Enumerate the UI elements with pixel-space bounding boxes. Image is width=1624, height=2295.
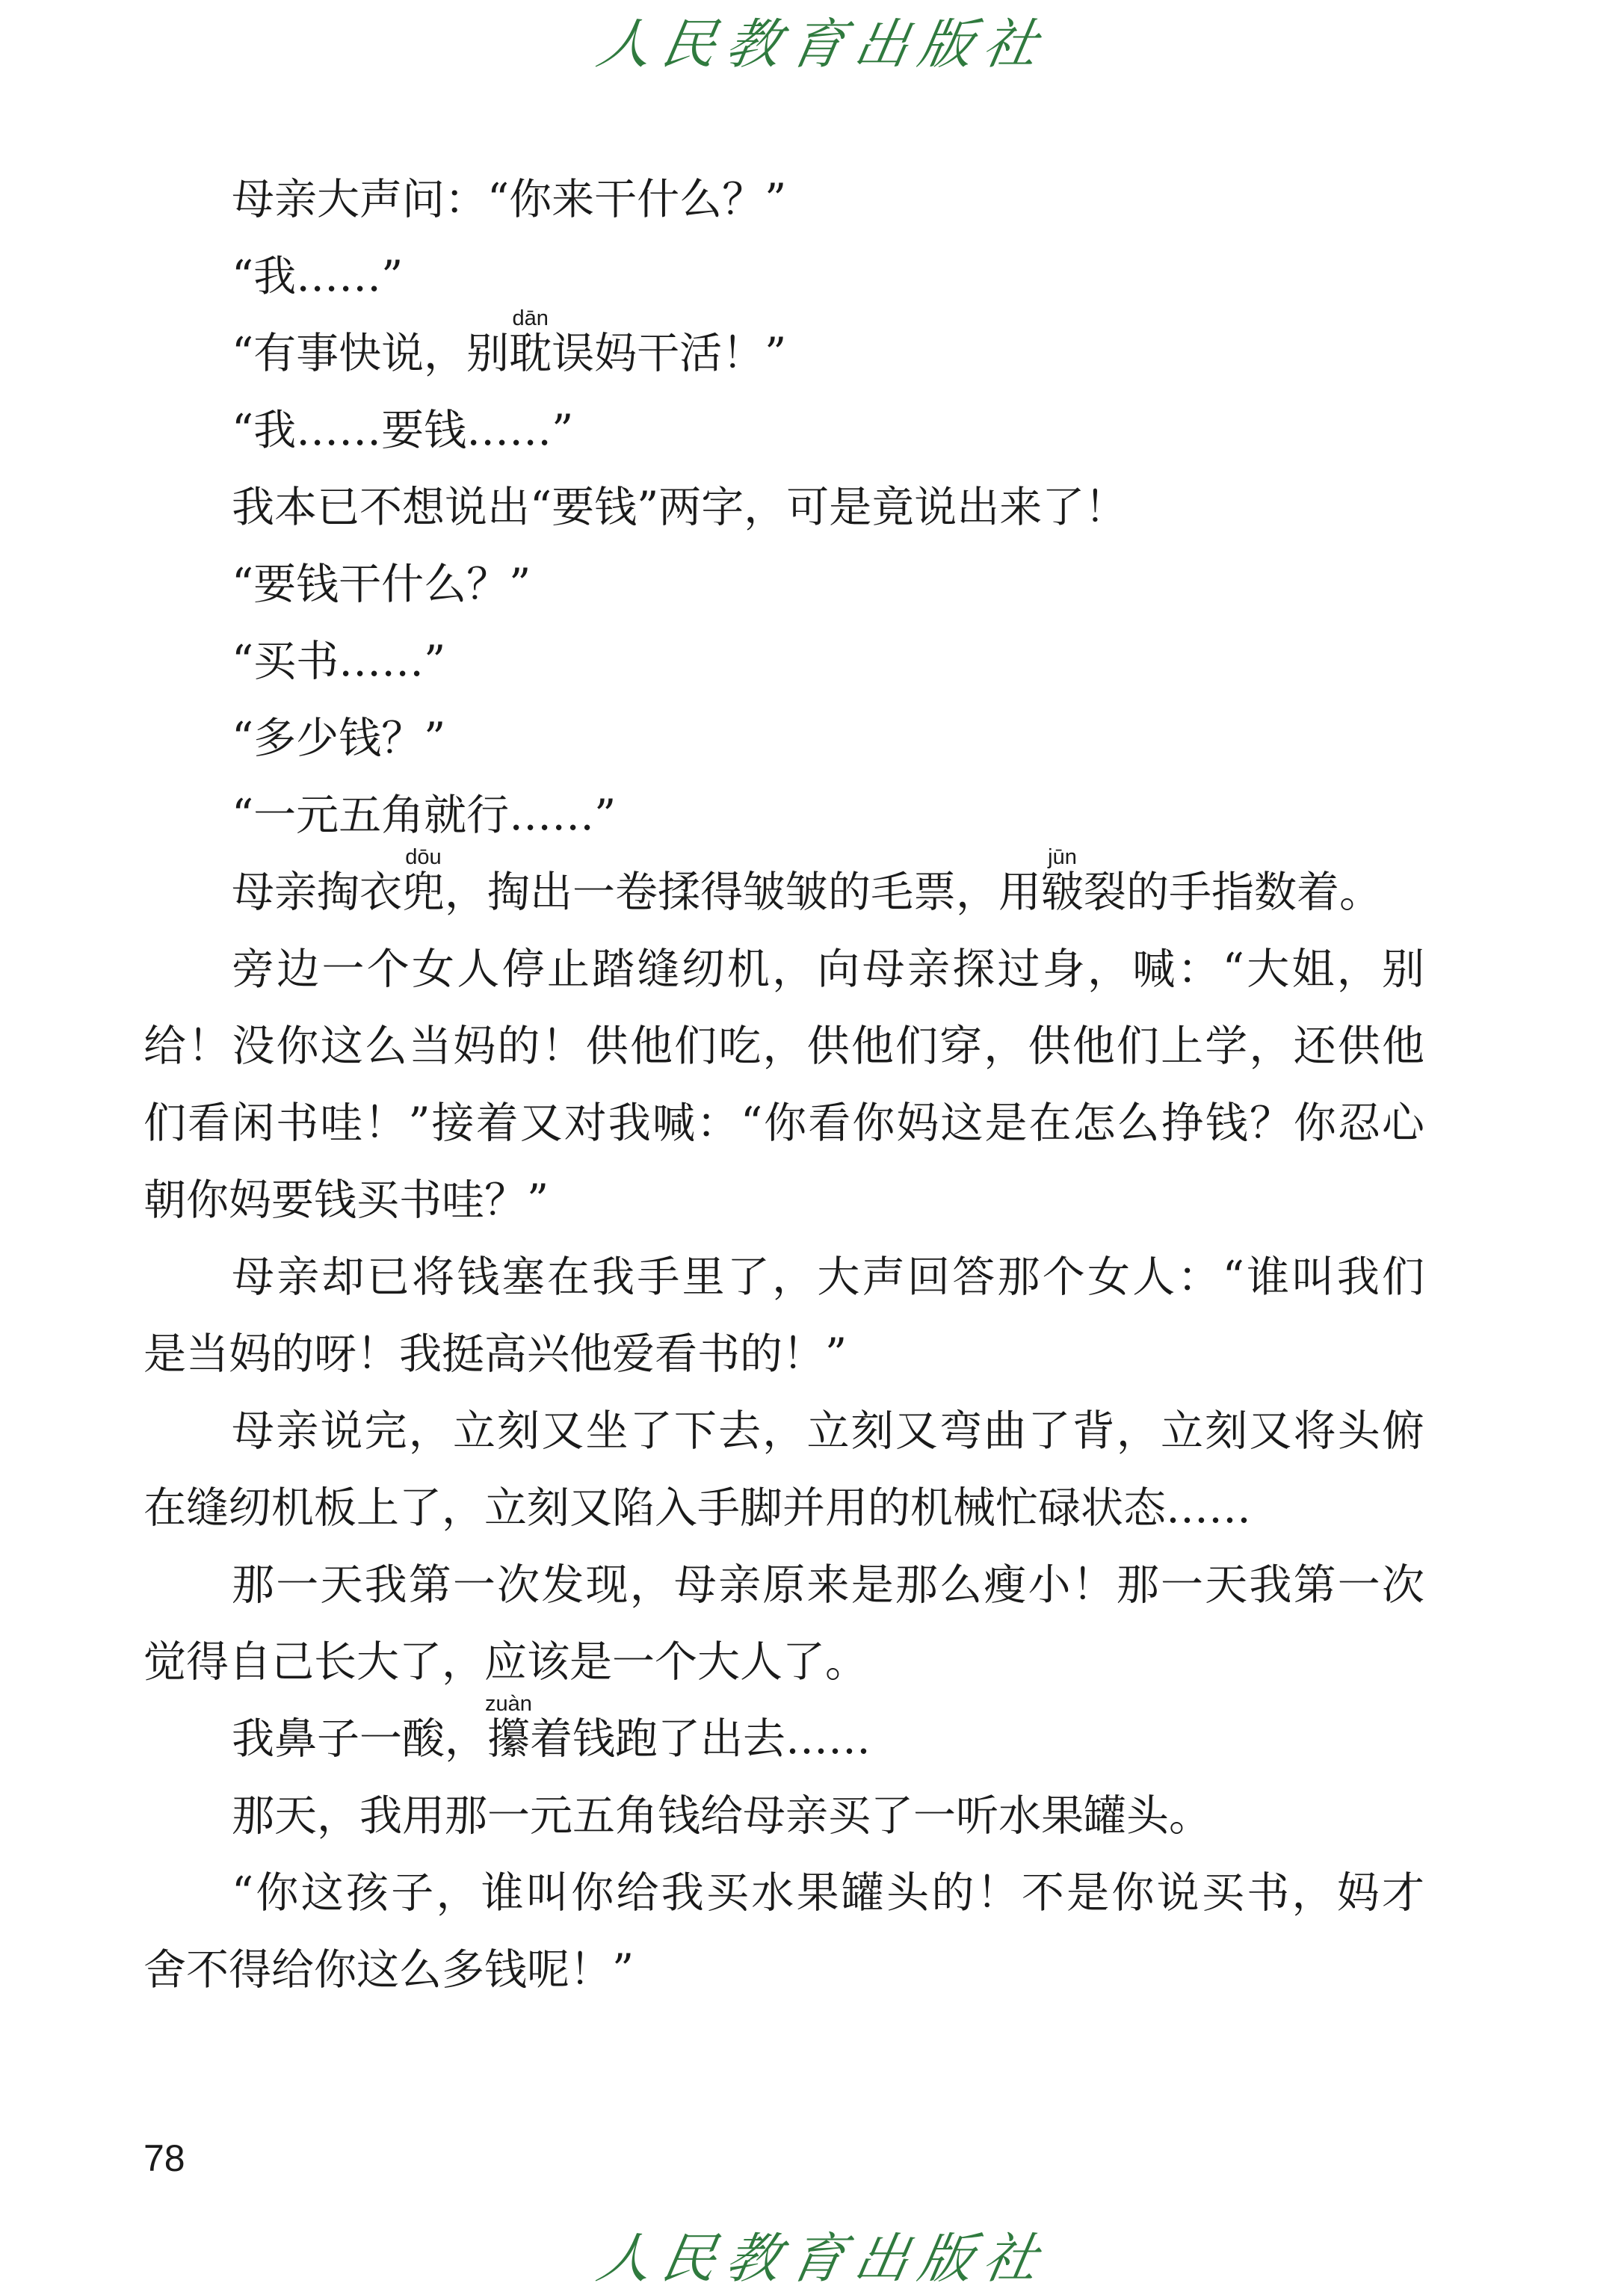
text-line: “我……” <box>232 252 404 301</box>
text-segment: 裂的手指数着。 <box>1084 868 1382 917</box>
text-line: “买书……” <box>232 637 446 686</box>
text-line: “多少钱？” <box>232 714 446 763</box>
text-line: “一元五角就行……” <box>232 791 617 840</box>
text-line: 觉得自己长大了，应该是一个大人了。 <box>143 1637 868 1687</box>
text-segment: 母亲掏衣 <box>232 868 402 917</box>
pinyin-annotation: dān <box>512 306 549 330</box>
annotated-character <box>1041 845 1084 917</box>
text-line <box>232 1692 871 1769</box>
base-character: 兜 <box>402 868 445 917</box>
text-line: 我本已不想说出“要钱”两字，可是竟说出来了！ <box>232 483 1128 532</box>
publisher-logo-header: 人民教育出版社 <box>592 13 1054 75</box>
publisher-logo-footer: 人民教育出版社 <box>592 2227 1054 2290</box>
text-line <box>232 845 1382 922</box>
text-line: 那一天我第一次发现，母亲原来是那么瘦小！那一天我第一次 <box>232 1560 1424 1610</box>
base-character: 皲 <box>1041 868 1084 917</box>
annotated-character <box>509 306 552 378</box>
text-line: “你这孩子，谁叫你给我买水果罐头的！不是你说买书，妈才 <box>232 1868 1424 1918</box>
page-number: 78 <box>143 2137 185 2179</box>
text-line: 给！没你这么当妈的！供他们吃，供他们穿，供他们上学，还供他 <box>143 1022 1424 1071</box>
text-segment: 误妈干活！” <box>552 329 787 378</box>
base-character: 攥 <box>487 1714 530 1764</box>
text-line <box>232 306 787 383</box>
annotated-character <box>485 1692 532 1764</box>
pinyin-annotation: zuàn <box>485 1692 532 1716</box>
pinyin-annotation: jūn <box>1048 845 1077 869</box>
text-line: 母亲却已将钱塞在我手里了，大声回答那个女人：“谁叫我们 <box>232 1252 1424 1302</box>
text-line: “要钱干什么？” <box>232 560 531 609</box>
annotated-character <box>402 845 445 917</box>
pinyin-annotation: dōu <box>405 845 442 869</box>
text-line: 是当妈的呀！我挺高兴他爱看书的！” <box>143 1329 847 1379</box>
text-line: 旁边一个女人停止踏缝纫机，向母亲探过身，喊：“大姐，别 <box>232 945 1424 994</box>
text-segment: 着钱跑了出去…… <box>530 1714 871 1764</box>
text-line: 那天，我用那一元五角钱给母亲买了一听水果罐头。 <box>232 1791 1211 1841</box>
text-line: “我……要钱……” <box>232 406 574 455</box>
text-segment: “有事快说，别 <box>232 329 510 378</box>
text-line: 在缝纫机板上了，立刻又陷入手脚并用的机械忙碌状态…… <box>143 1483 1251 1533</box>
text-line: 母亲说完，立刻又坐了下去，立刻又弯曲了背，立刻又将头俯 <box>232 1406 1424 1456</box>
text-line: 们看闲书哇！”接着又对我喊：“你看你妈这是在怎么挣钱？你忍心 <box>143 1099 1424 1148</box>
text-line: 舍不得给你这么多钱呢！” <box>143 1945 635 1995</box>
text-segment: 我鼻子一酸， <box>232 1714 487 1764</box>
text-line: 母亲大声问：“你来干什么？” <box>232 175 787 224</box>
text-segment: ，掏出一卷揉得皱皱的毛票，用 <box>445 868 1041 917</box>
text-line: 朝你妈要钱买书哇？” <box>143 1176 549 1225</box>
base-character: 耽 <box>509 329 552 378</box>
